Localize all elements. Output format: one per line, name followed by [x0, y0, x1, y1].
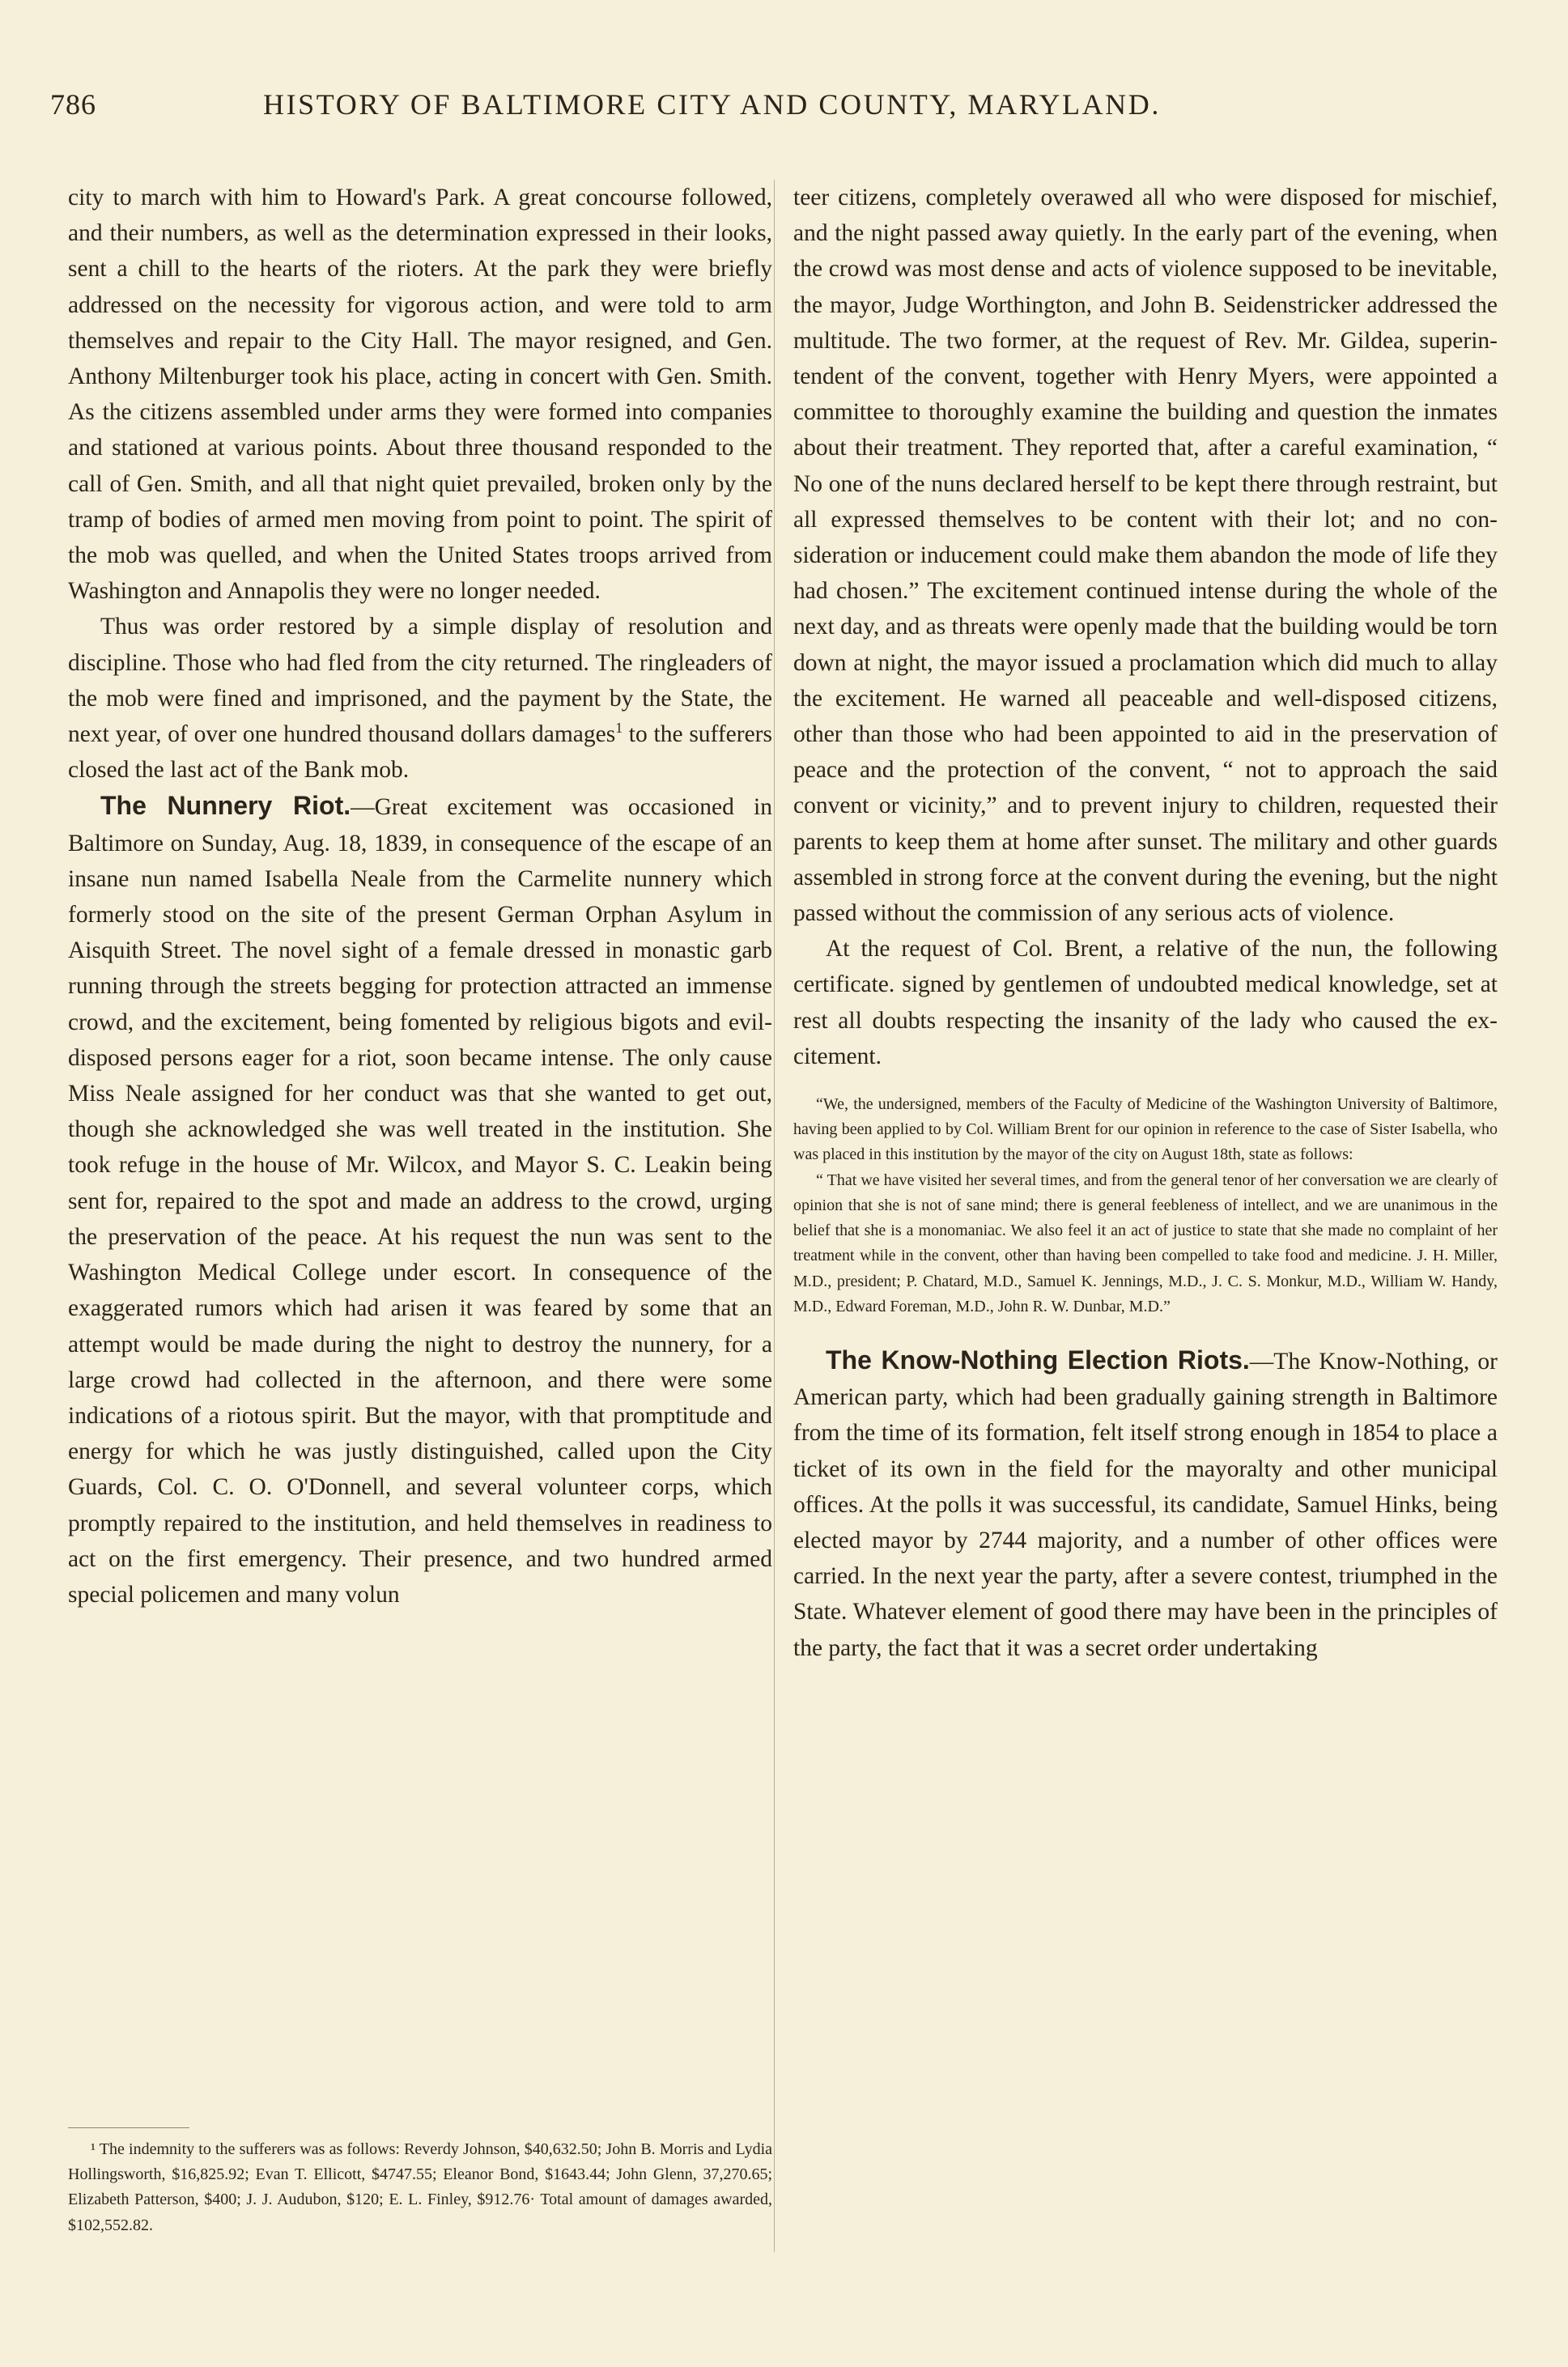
paragraph-know-nothing — [793, 1342, 1498, 1666]
paragraph-order-restored-text: Thus was order restored by a simple display of resolution and discipline. Those who had fled from the city returned. The ringleaders of the mob were fined and imprisoned, and the payment by the State, the next year, of over one hundred thousand dollars damages — [68, 614, 772, 748]
paragraph-volunteer-citizens: teer citizens, completely overawed all who were disposed for mischief, and the night passed away quietly. In the early part of the evening, when the crowd was most dense and acts of violence supposed to be inevitable, the mayor, Judge Worthington, and John B. Seidenstricker addressed the multitude. The two former, at the request of Rev. Mr. Gildea, superintendent of the convent, together with Henry Myers, were appointed a committee to thoroughly examine the building and question the inmates about their treatment. They reported that, after a careful examination, “ No one of the nuns declared herself to be kept there through restraint, but all expressed themselves to be content with their lot; and no consideration or inducement could make them abandon the mode of life they had chosen.” The excitement continued intense during the whole of the next day, and as threats were openly made that the building would be torn down at night, the mayor issued a proclamation which did much to allay the excitement. He warned all peaceable and well-disposed citizens, other than those who had been appointed to aid in the preservation of peace and the protection of the convent, “ not to approach the said convent or vicinity,” and to prevent injury to children, requested their parents to keep them at home after sunset. The military and other guards assembled in strong force at the convent during the evening, but the night passed without the commission of any serious acts of violence. — [793, 185, 1498, 927]
footnote-indemnity: ¹ The indemnity to the sufferers was as follows: Reverdy Johnson, $40,632.50; John B. Morris and Lydia Hollingsworth, $16,825.92; Evan T. Ellicott, $4747.55; Eleanor Bond, $1643.44; John Glenn, 37,270.65; Elizabeth Patterson, $400; J. J. Audubon, $120; E. L. Finley, $912.76· Total amount of damages awarded, $102,552.82. — [68, 2140, 772, 2234]
right-column — [793, 180, 1498, 2276]
nunnery-riot-text: —Great excitement was occasioned in Baltimore on Sunday, Aug. 18, 1839, in consequence of the escape of an insane nun named Isabella Neale from the Carmelite nunnery which formerly stood on the site of the present German Orphan Asylum in Aisquith Street. The novel sight of a female dressed in monastic garb running through the streets begging for protection attracted an immense crowd, and the excitement, being fomented by religious bigots and evil-disposed persons eager for a riot, soon became intense. The only cause Miss Neale assigned for her conduct was that she wanted to get out, though she acknowledged she was well treated in the institution. She took refuge in the house of Mr. Wilcox, and Mayor S. C. Leakin being sent for, repaired to the spot and made an address to the crowd, urging the preservation of the peace. At his request the nun was sent to the Washington Medical College under escort. In consequence of the exaggerated rumors which had arisen it was feared by some that an attempt would be made during the night to destroy the nunnery, for a large crowd had collected in the afternoon, and there were some indications of a riotous spirit. But the mayor, with that promptitude and energy for which he was justly distinguished, called upon the City Guards, Col. C. O. O'Donnell, and several volunteer corps, which promptly repaired to the institution, and held themselves in readiness to act on the first emergency. Their presence, and two hundred armed special policemen and many volun — [68, 794, 772, 1608]
section-title-know-nothing: The Know-Nothing Election Riots. — [826, 1345, 1250, 1375]
running-title: HISTORY OF BALTIMORE CITY AND COUNTY, MARYLAND. — [263, 88, 1161, 121]
quote-paragraph-1: “We, the undersigned, members of the Faculty of Medicine of the Washington University of Baltimore, having been applied to by Col. William Brent for our opinion in reference to the case of Sister Isabella, who was placed in this institution by the mayor of the city on August 18th, state as follows: — [793, 1095, 1498, 1164]
left-column — [68, 180, 772, 2131]
paragraph-nunnery-riot — [68, 788, 772, 1613]
footnote-divider — [68, 2127, 189, 2128]
paragraph-order-restored-end: to the sufferers closed the last act of the Bank mob. — [68, 721, 772, 784]
paragraph-col-brent: At the request of Col. Brent, a relative of the nun, the following certificate. signed by gentlemen of undoubted medical knowledge, set at rest all doubts respecting the insanity of the lady who caused the excitement. — [793, 936, 1498, 1069]
footnote-marker: 1 — [615, 720, 623, 737]
page-number: 786 — [50, 88, 96, 121]
medical-certificate-quote — [793, 1092, 1498, 1319]
know-nothing-text: —The Know-Nothing, or American party, which had been gradually gaining strength in Baltimore from the time of its formation, felt itself strong enough in 1854 to place a ticket of its own in the field for the mayoralty and other municipal offices. At the polls it was successful, its candidate, Samuel Hinks, being elected mayor by 2744 majority, and a number of other offices were carried. In the next year the party, after a severe contest, triumphed in the State. Whatever element of good there may have been in the principles of the party, the fact that it was a secret order undertaking — [793, 1348, 1498, 1661]
paragraph-howards-park: city to march with him to Howard's Park. A great concourse followed, and their numbers, as well as the determination expressed in their looks, sent a chill to the hearts of the rioters. At the park they were briefly addressed on the necessity for vigorous action, and were told to arm themselves and repair to the City Hall. The mayor resigned, and Gen. Anthony Miltenburger took his place, acting in concert with Gen. Smith. As the citizens assembled under arms they were formed into companies and stationed at various points. About three thousand responded to the call of Gen. Smith, and all that night quiet prevailed, broken only by the tramp of bodies of armed men moving from point to point. The spirit of the mob was quelled, and when the United States troops arrived from Washington and Annapolis they were no longer needed. — [68, 185, 772, 605]
running-head — [0, 81, 1568, 130]
quote-paragraph-2: “ That we have visited her several times, and from the general tenor of her conversation we are clearly of opinion that she is not of sane mind; there is general feebleness of intellect, and we are unanimous in the belief that she is a monomaniac. We also feel it an act of justice to state that she made no complaint of her treatment while in the convent, other than having been compelled to take food and medicine. J. H. Miller, M.D., president; P. Chatard, M.D., Samuel K. Jennings, M.D., J. C. S. Monkur, M.D., William W. Handy, M.D., Edward Foreman, M.D., John R. W. Dunbar, M.D.” — [793, 1171, 1498, 1315]
section-title-nunnery-riot: The Nunnery Riot. — [100, 791, 351, 821]
column-divider — [774, 180, 775, 2252]
paragraph-order-restored — [68, 609, 772, 788]
